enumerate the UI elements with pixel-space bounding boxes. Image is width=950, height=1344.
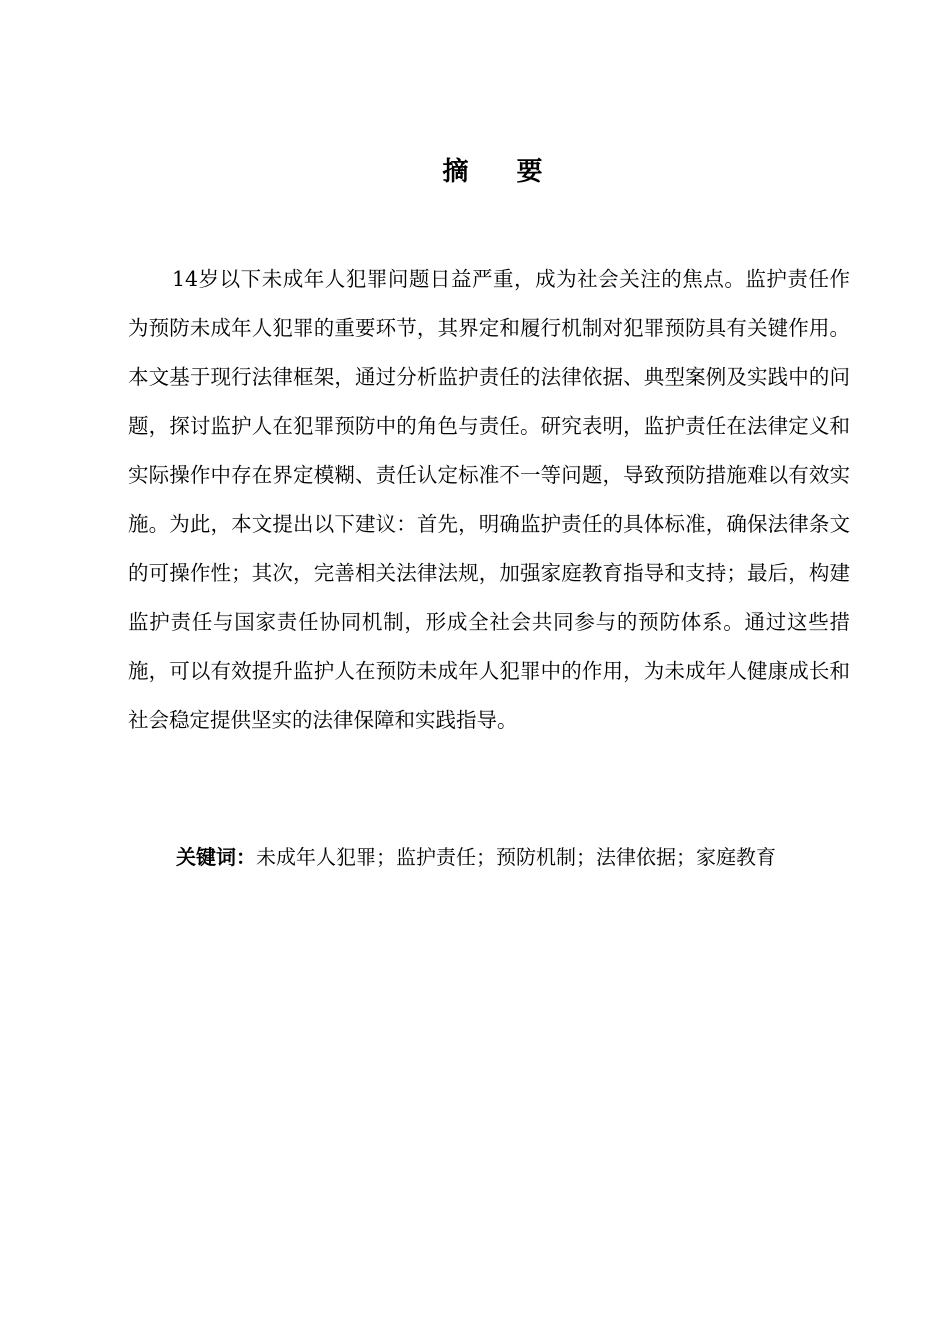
keywords-label: 关键词：: [176, 845, 256, 869]
abstract-title: [0, 152, 950, 192]
keywords-text: 未成年人犯罪；监护责任；预防机制；法律依据；家庭教育: [256, 845, 776, 869]
abstract-title-char-2: 要: [516, 157, 543, 187]
keywords-line: [176, 835, 876, 879]
abstract-title-char-1: 摘: [442, 157, 469, 187]
abstract-body: 14岁以下未成年人犯罪问题日益严重，成为社会关注的焦点。监护责任作为预防未成年人犯罪的重要环节，其界定和履行机制对犯罪预防具有关键作用。本文基于现行法律框架，通过分析监护责任的法律依据、典型案例及实践中的问题，探讨监护人在犯罪预防中的角色与责任。研究表明，监护责任在法律定义和实际操作中存在界定模糊、责任认定标准不一等问题，导致预防措施难以有效实施。为此，本文提出以下建议：首先，明确监护责任的具体标准，确保法律条文的可操作性；其次，完善相关法律法规，加强家庭教育指导和支持；最后，构建监护责任与国家责任协同机制，形成全社会共同参与的预防体系。通过这些措施，可以有效提升监护人在预防未成年人犯罪中的作用，为未成年人健康成长和社会稳定提供坚实的法律保障和实践指导。: [128, 267, 850, 732]
